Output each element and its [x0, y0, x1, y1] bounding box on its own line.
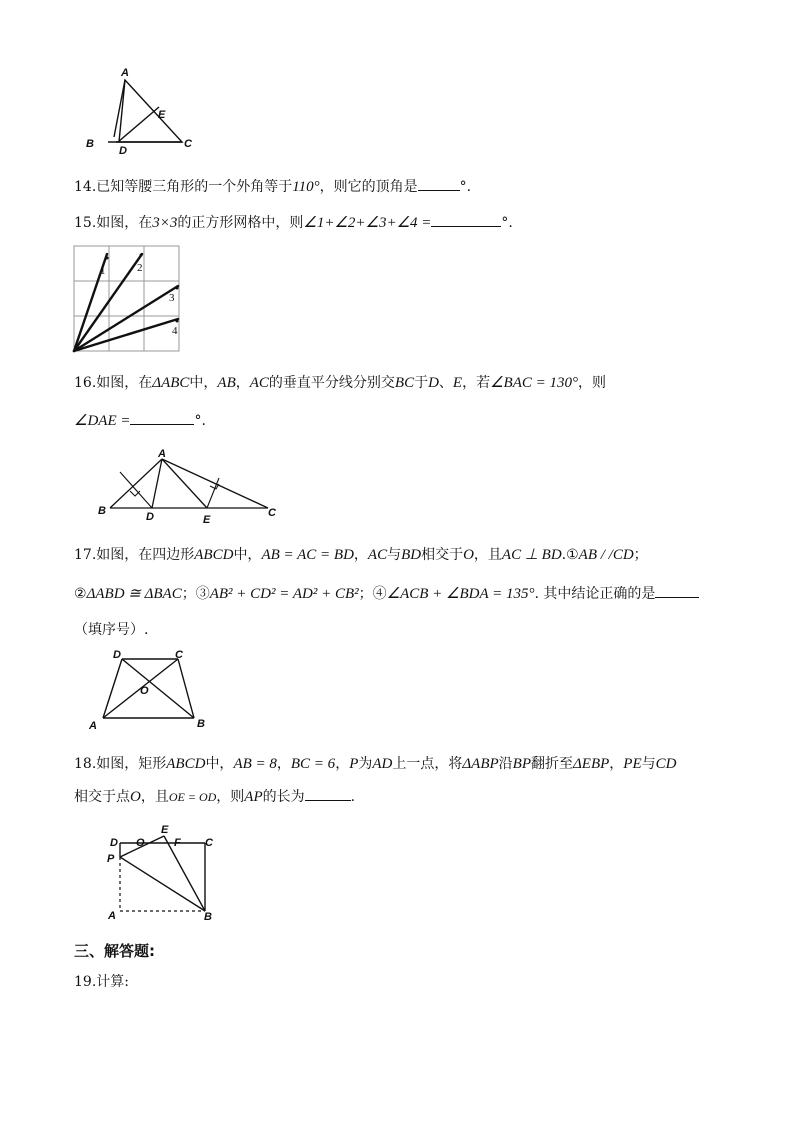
label-E: E	[158, 109, 166, 121]
question-17-line-1: 17.如图，在四边形ABCD中，AB = AC = BD，AC与BD相交于O，且AC ⊥ BD.①AB / /CD；	[74, 547, 648, 563]
section-heading: 三、解答题:	[74, 942, 155, 960]
figure-trapezoid-q17	[86, 646, 216, 734]
angle-label-4: 4	[172, 325, 178, 337]
label-A: A	[158, 448, 166, 460]
label-D: D	[119, 145, 127, 157]
angle-label-3: 3	[169, 292, 175, 304]
figure-rectangle-fold-q18	[104, 822, 224, 928]
label-O: O	[136, 837, 145, 849]
label-D: D	[110, 837, 118, 849]
answer-blank-16[interactable]	[130, 410, 194, 425]
question-19: 19.计算:	[74, 974, 129, 990]
angle-label-2: 2	[137, 262, 143, 274]
label-C: C	[268, 507, 276, 519]
label-O: O	[140, 685, 149, 697]
question-18-line-2: 相交于点O，且OE = OD，则AP的长为 .	[74, 786, 355, 807]
answer-blank-17[interactable]	[655, 583, 699, 598]
label-A: A	[121, 67, 129, 79]
label-B: B	[204, 911, 212, 923]
answer-blank-14[interactable]	[418, 176, 460, 191]
label-B: B	[86, 138, 94, 150]
question-16-line-2: ∠DAE = °.	[74, 410, 206, 431]
question-17-line-2: ②ΔABD ≅ ΔBAC；③AB² + CD² = AD² + CB²；④∠ACB + ∠BDA = 135°. 其中结论正确的是	[74, 583, 699, 604]
question-14: 14.已知等腰三角形的一个外角等于110°，则它的顶角是 °.	[74, 176, 471, 197]
label-A: A	[108, 910, 116, 922]
angle-label-1: 1	[100, 265, 106, 277]
label-B: B	[197, 718, 205, 730]
label-P: P	[107, 853, 115, 865]
label-A: A	[89, 720, 97, 732]
question-17-line-3: （填序号）.	[74, 622, 149, 638]
label-D: D	[146, 511, 154, 523]
question-15: 15.如图，在3×3的正方形网格中，则∠1+∠2+∠3+∠4 = °.	[74, 212, 513, 233]
answer-blank-15[interactable]	[431, 212, 501, 227]
label-C: C	[205, 837, 213, 849]
label-D: D	[113, 649, 121, 661]
question-16-line-1: 16.如图，在ΔABC中，AB，AC的垂直平分线分别交BC于D、E，若∠BAC = 130°，则	[74, 375, 606, 391]
figure-triangle-q16	[92, 448, 292, 528]
question-18-line-1: 18.如图，矩形ABCD中，AB = 8，BC = 6，P为AD上一点，将ΔABP沿BP翻折至ΔEBP，PE与CD	[74, 756, 677, 772]
label-E: E	[161, 824, 169, 836]
answer-blank-18[interactable]	[305, 786, 351, 801]
label-B: B	[98, 505, 106, 517]
figure-triangle-q13	[80, 62, 200, 157]
label-C: C	[184, 138, 192, 150]
label-C: C	[175, 649, 183, 661]
label-E: E	[203, 514, 211, 526]
label-F: F	[174, 837, 181, 849]
figure-grid-q15	[72, 244, 184, 356]
